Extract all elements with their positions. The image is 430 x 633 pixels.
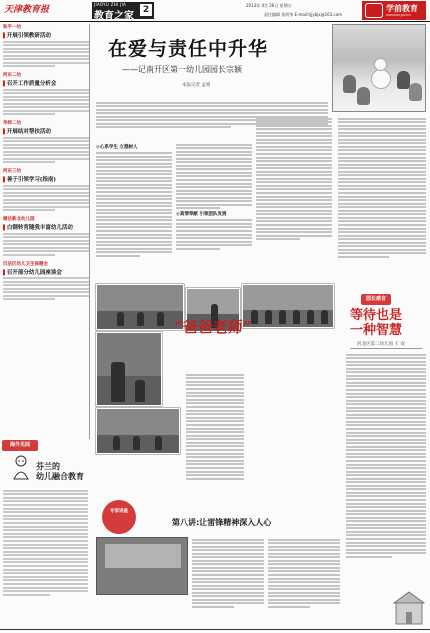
dateline: 2013年 4月 26日 星期五 (246, 3, 292, 8)
photo-kids-outdoors (96, 284, 184, 330)
column-author: 河北区第二幼儿园 王 欢 (357, 342, 405, 347)
brief-title: ▌ 善于引领学习(指南) (3, 175, 89, 183)
lecture-col1 (192, 537, 264, 609)
brand-subtitle: XUEQIAN JIAOYU (386, 13, 411, 17)
masthead: 天津教育报 (4, 5, 50, 15)
main-subheadline: ——记南开区第一幼儿园园长宗颖 (122, 65, 242, 74)
page-number: 2 (140, 4, 152, 16)
photo-father-child (96, 332, 162, 406)
brief-region: 塘沽新北幼儿园 (3, 217, 35, 222)
brief-item (3, 261, 89, 301)
brief-title: ▌ 开展结对帮扶活动 (3, 127, 89, 135)
brief-title: ▌ 开展引领教研活动 (3, 31, 89, 39)
lecture-title: 第八讲:让雷锋精神深入人心 (172, 518, 272, 527)
main-byline: 本报记者 孟娟 (182, 83, 211, 88)
page-header (0, 0, 430, 22)
main-article-col2 (176, 142, 252, 251)
brief-region: 河东三幼 (3, 169, 21, 174)
main-article-col3 (256, 116, 332, 242)
snow-play-photo (332, 24, 426, 112)
section-pinyin: JIAOYU ZHI JIA (94, 2, 127, 7)
child-drawing-icon (10, 455, 32, 481)
section-brand-badge (362, 1, 426, 20)
brief-title: ▌ 召开部分幼儿园座谈会 (3, 268, 89, 276)
news-briefs-column (3, 24, 90, 439)
column-section-tag: 园长感言 (361, 294, 391, 305)
divider (350, 348, 422, 349)
lecture-col2 (268, 537, 340, 609)
brief-item (3, 72, 89, 115)
brief-item (3, 120, 89, 163)
main-article-col1 (96, 142, 172, 258)
photo-children-play (96, 408, 180, 454)
decorative-building-icon (392, 590, 426, 626)
main-subheading: ◎心系学生 立德树人 (96, 145, 138, 150)
divider (0, 629, 430, 630)
abroad-title-line2: 幼儿融合教育 (36, 472, 84, 481)
brand-title: 学前教育 (386, 4, 418, 13)
lecture-badge: 专家讲座 (102, 500, 136, 534)
brief-region: 汉沽区幼儿卫生保健会 (3, 261, 48, 267)
brief-title: ▌ 白钢转背随我丰富幼儿活动 (3, 223, 89, 231)
main-article-header (94, 24, 330, 96)
brief-region: 华师二幼 (3, 121, 21, 126)
section-tag (92, 2, 154, 22)
brief-item (3, 216, 89, 256)
main-headline: 在爱与责任中升华 (108, 38, 269, 60)
main-subheading: ◎真情奉献 引领团队发展 (176, 212, 227, 218)
brief-item (3, 168, 89, 211)
brief-title: ▌ 召开工作质量分析会 (3, 79, 89, 87)
lecture-classroom-photo (96, 537, 188, 595)
section-name: 教育之家 (94, 11, 134, 22)
abroad-title (36, 462, 84, 482)
feature-caption (186, 372, 244, 481)
main-article-col4 (338, 116, 426, 259)
education-logo-icon (365, 3, 383, 18)
abroad-article-body (3, 488, 88, 597)
staff-line: 责任编辑 张明华 E-mail:tjjybjx@163.com (264, 12, 343, 17)
column-body (346, 352, 426, 559)
abroad-title-line1: 芬兰的 (36, 462, 60, 471)
photo-group-exercise (242, 284, 334, 328)
column-title-line1: 等待也是 (350, 308, 403, 323)
brief-region: 河东二幼 (3, 73, 21, 78)
brief-region: 和平一幼 (3, 25, 21, 30)
column-title-line2: 一种智慧 (350, 323, 403, 338)
feature-title: “爸爸老师” (174, 318, 252, 336)
brief-item (3, 24, 89, 67)
abroad-section-tag: 海外见闻 (2, 440, 38, 451)
column-title (350, 308, 402, 338)
